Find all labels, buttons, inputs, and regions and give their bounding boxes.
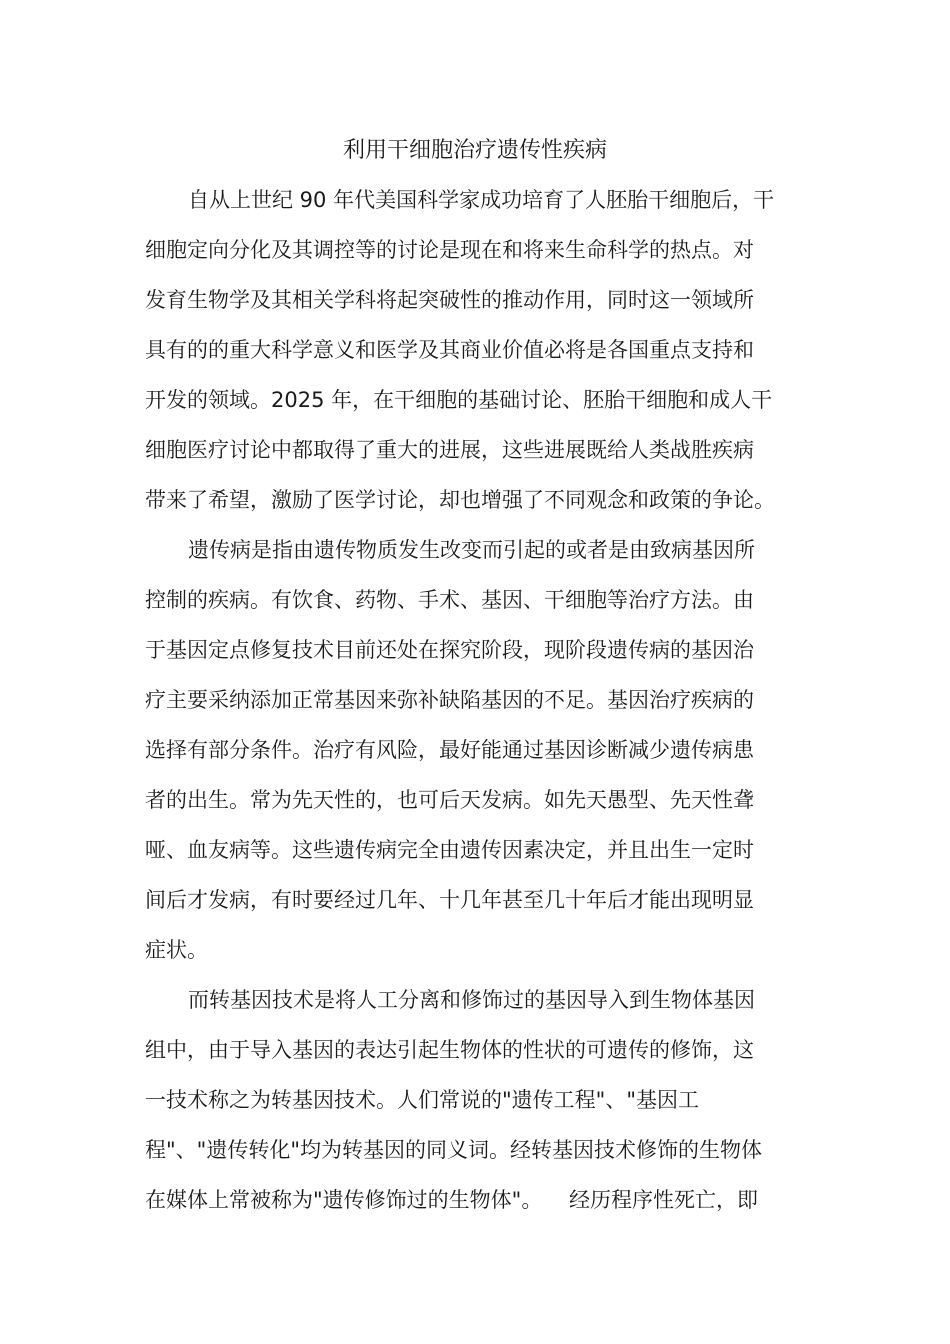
paragraph-1-line-3: 发育生物学及其相关学科将起突破性的推动作用，同时这一领域所	[145, 288, 754, 312]
document-title: 利用干细胞治疗遗传性疾病	[342, 138, 607, 163]
paragraph-1-line-5: 开发的领域。2025 年，在干细胞的基础讨论、胚胎干细胞和成人干	[145, 388, 773, 412]
paragraph-2-line-7: 哑、血友病等。这些遗传病完全由遗传因素决定，并且出生一定时	[145, 838, 754, 862]
paragraph-1-line-2: 细胞定向分化及其调控等的讨论是现在和将来生命科学的热点。对	[145, 238, 754, 262]
paragraph-1-line-1: 自从上世纪 90 年代美国科学家成功培育了人胚胎干细胞后，干	[188, 188, 775, 212]
paragraph-3-line-4: 程"、"遗传转化"均为转基因的同义词。经转基因技术修饰的生物体	[145, 1138, 762, 1162]
paragraph-2-line-4: 疗主要采纳添加正常基因来弥补缺陷基因的不足。基因治疗疾病的	[145, 688, 754, 712]
paragraph-2-line-9: 症状。	[145, 938, 208, 962]
paragraph-2-line-8: 间后才发病，有时要经过几年、十几年甚至几十年后才能出现明显	[145, 888, 754, 912]
paragraph-2-line-1: 遗传病是指由遗传物质发生改变而引起的或者是由致病基因所	[188, 538, 755, 562]
paragraph-2-line-6: 者的出生。常为先天性的，也可后天发病。如先天愚型、先天性聋	[145, 788, 754, 812]
paragraph-2-line-3: 于基因定点修复技术目前还处在探究阶段，现阶段遗传病的基因治	[145, 638, 754, 662]
paragraph-3-line-1: 而转基因技术是将人工分离和修饰过的基因导入到生物体基因	[188, 988, 755, 1012]
paragraph-1-line-6: 细胞医疗讨论中都取得了重大的进展，这些进展既给人类战胜疾病	[145, 438, 754, 462]
paragraph-3-line-3: 一技术称之为转基因技术。人们常说的"遗传工程"、"基因工	[145, 1088, 699, 1112]
paragraph-1-line-4: 具有的的重大科学意义和医学及其商业价值必将是各国重点支持和	[145, 338, 754, 362]
paragraph-1-line-7: 带来了希望，激励了医学讨论，却也增强了不同观念和政策的争论。	[145, 488, 775, 512]
paragraph-3-line-2: 组中，由于导入基因的表达引起生物体的性状的可遗传的修饰，这	[145, 1038, 754, 1062]
paragraph-2-line-2: 控制的疾病。有饮食、药物、手术、基因、干细胞等治疗方法。由	[145, 588, 754, 612]
paragraph-3-line-5: 在媒体上常被称为"遗传修饰过的生物体"。 经历程序性死亡，即	[145, 1188, 759, 1212]
paragraph-2-line-5: 选择有部分条件。治疗有风险，最好能通过基因诊断减少遗传病患	[145, 738, 754, 762]
